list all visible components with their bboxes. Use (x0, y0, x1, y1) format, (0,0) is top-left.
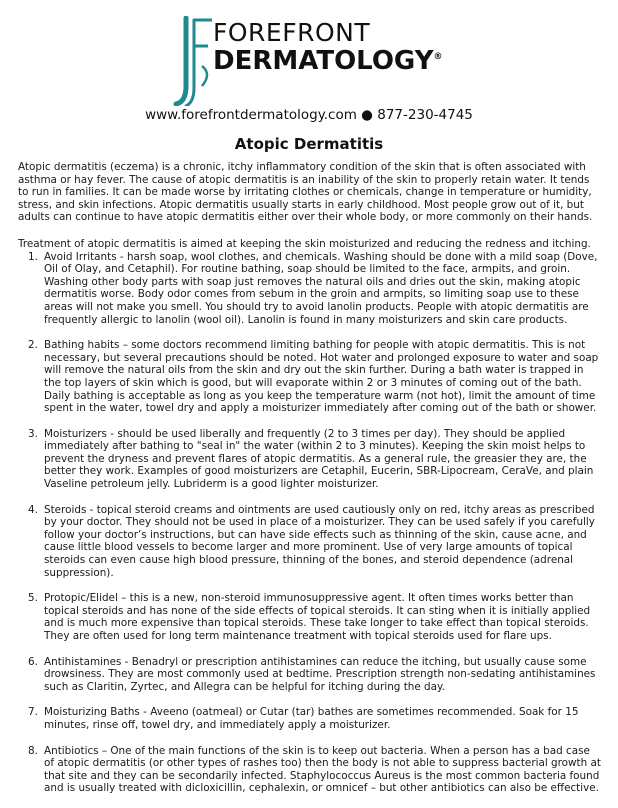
list-text: Protopic/Elidel – this is a new, non-steroid immunosuppressive agent. It often times works better than topical steroids and has none of the side effects of topical steroids. It can sting when it is initially applied and is much more expensive than topical steroids. These take longer to take effect than topical steroids. They are often used for long term maintenance treatment with topical steroids used for flare ups. (44, 592, 591, 642)
list-number: 3. (28, 427, 38, 440)
intro-paragraph: Atopic dermatitis (eczema) is a chronic, itchy inflammatory condition of the skin that is often associated with asthma or hay fever. The cause of atopic dermatitis is an inability of the skin to properly retain water. It tends to run in families. It can be made worse by irritating clothes or chemicals, change in temperature or humidity, stress, and skin infections. Atopic dermatitis usually starts in early childhood. Most people grow out of it, but adults can continue to have atopic dermatitis either over their whole body, or more commonly on their hands. (18, 161, 593, 224)
logo-line-dermatology (213, 48, 443, 74)
list-number: 2. (28, 339, 38, 352)
list-number: 5. (28, 592, 38, 605)
list-text: Steroids - topical steroid creams and ointments are used cautiously only on red, itchy areas as prescribed by your doctor. They should not be used in place of a moisturizer. They can be used safely if you carefully follow your doctor’s instructions, but can have side effects such as thinning of the skin, cause acne, and cause little blood vessels to become larger and more prominent. Use of very large amounts of topical steroids can even cause high blood pressure, thinning of the bones, and steroid dependence (adrenal suppression). (44, 503, 595, 579)
list-text: Moisturizing Baths - Aveeno (oatmeal) or Cutar (tar) bathes are sometimes recommended. Soak for 15 minutes, rinse off, towel dry, and immediately apply a moisturizer. (44, 706, 579, 731)
list-text: Moisturizers - should be used liberally and frequently (2 to 3 times per day). They should be applied immediately after bathing to "seal in" the water (within 2 to 3 minutes). Keeping the skin moist helps to prevent the dryness and prevent flares of atopic dermatitis. As a general rule, the greasier they are, the better they work. Examples of good moisturizers are Cetaphil, Eucerin, SBR-Lipocream, CeraVe, and plain Vaseline petroleum jelly. Lubriderm is a good lighter moisturizer. (44, 427, 594, 491)
registered-mark: ® (433, 52, 443, 62)
list-text: Antihistamines - Benadryl or prescription antihistamines can reduce the itching, but usually cause some drowsiness. They are most commonly used at bedtime. Prescription strength non-sedating antihistamines such as Claritin, Zyrtec, and Allegra can be helpful for itching during the day. (44, 655, 596, 693)
treatment-intro: Treatment of atopic dermatitis is aimed at keeping the skin moisturized and reducing the redness and itching. (18, 237, 591, 250)
list-number: 4. (28, 503, 38, 516)
list-item (18, 339, 602, 415)
list-item (18, 251, 602, 327)
forefront-logo-mark (172, 16, 216, 106)
list-item (18, 706, 602, 731)
list-text: Bathing habits – some doctors recommend limiting bathing for people with atopic dermatitis. This is not necessary, but several precautions should be noted. Hot water and prolonged exposure to water and soap will remove the natural oils from the skin and dry out the skin further. During a bath water is trapped in the top layers of skin which is good, but will evaporate within 2 or 3 minutes of coming out of the bath. Daily bathing is acceptable as long as you keep the temperature warm (not hot), limit the amount of time spent in the water, towel dry and apply a moisturizer immediately after coming out of the bath or shower. (44, 339, 599, 415)
list-item (18, 745, 602, 795)
list-number: 8. (28, 744, 38, 757)
logo-line-dermatology-text: DERMATOLOGY (213, 46, 434, 76)
list-item (18, 504, 602, 580)
list-item (18, 656, 602, 694)
list-text: Avoid Irritants - harsh soap, wool clothes, and chemicals. Washing should be done with a mild soap (Dove, Oil of Olay, and Cetaphil). For routine bathing, soap should be limited to the face, armpits, and groin. Washing other body parts with soap just removes the natural oils and dries out the skin, making atopic dermatitis worse. Body odor comes from sebum in the groin and armpits, so limiting soap use to these areas will not make you smell. You should try to avoid lanolin products. People with atopic dermatitis are frequently allergic to lanolin (wool oil). Lanolin is found in many moisturizers and skin care products. (44, 250, 598, 326)
list-number: 1. (28, 250, 38, 263)
list-item (18, 428, 602, 491)
letterhead (0, 12, 618, 112)
page-title: Atopic Dermatitis (234, 135, 384, 153)
list-text: Antibiotics – One of the main functions of the skin is to keep out bacteria. When a person has a bad case of atopic dermatitis (or other types of rashes too) then the body is not able to suppress bacterial growth at that site and they can be secondarily infected. Staphylococcus Aureus is the most common bacteria found and is usually treated with dicloxicillin, cephalexin, or omnicef – but other antibiotics can also be effective. (44, 744, 601, 795)
contact-line: www.forefrontdermatology.com ● 877-230-4745 (145, 107, 473, 123)
treatment-list (18, 251, 602, 795)
logo-line-forefront: FOREFRONT (213, 18, 371, 47)
list-number: 7. (28, 706, 38, 719)
list-number: 6. (28, 655, 38, 668)
document-body (18, 161, 602, 808)
logo-wordmark (213, 20, 443, 74)
list-item (18, 592, 602, 642)
